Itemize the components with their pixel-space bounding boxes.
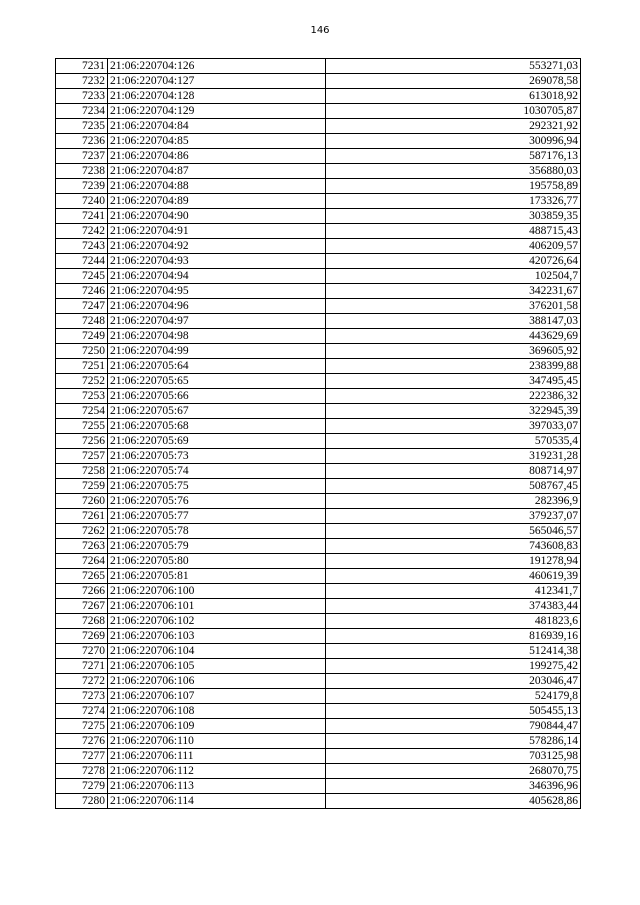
table-row bbox=[56, 749, 581, 764]
cadastral-value-cell: 587176,13 bbox=[326, 149, 581, 164]
cadastral-value-cell: 460619,39 bbox=[326, 569, 581, 584]
cadastral-number-cell: 21:06:220706:104 bbox=[108, 644, 326, 659]
row-number-cell: 7279 bbox=[56, 779, 108, 794]
cadastral-value-cell: 1030705,87 bbox=[326, 104, 581, 119]
table-row bbox=[56, 554, 581, 569]
cadastral-number-cell: 21:06:220705:69 bbox=[108, 434, 326, 449]
cadastral-value-cell: 488715,43 bbox=[326, 224, 581, 239]
table-row bbox=[56, 119, 581, 134]
cadastral-number-cell: 21:06:220704:99 bbox=[108, 344, 326, 359]
row-number-cell: 7264 bbox=[56, 554, 108, 569]
table-row bbox=[56, 689, 581, 704]
table-row bbox=[56, 794, 581, 809]
table-row bbox=[56, 629, 581, 644]
cadastral-value-cell: 292321,92 bbox=[326, 119, 581, 134]
cadastral-number-cell: 21:06:220706:108 bbox=[108, 704, 326, 719]
row-number-cell: 7263 bbox=[56, 539, 108, 554]
cadastral-number-cell: 21:06:220705:77 bbox=[108, 509, 326, 524]
cadastral-number-cell: 21:06:220704:85 bbox=[108, 134, 326, 149]
cadastral-value-cell: 356880,03 bbox=[326, 164, 581, 179]
table-row bbox=[56, 569, 581, 584]
cadastral-value-cell: 405628,86 bbox=[326, 794, 581, 809]
cadastral-value-cell: 512414,38 bbox=[326, 644, 581, 659]
row-number-cell: 7249 bbox=[56, 329, 108, 344]
cadastral-value-cell: 412341,7 bbox=[326, 584, 581, 599]
row-number-cell: 7253 bbox=[56, 389, 108, 404]
cadastral-value-cell: 524179,8 bbox=[326, 689, 581, 704]
table-row bbox=[56, 164, 581, 179]
row-number-cell: 7240 bbox=[56, 194, 108, 209]
row-number-cell: 7236 bbox=[56, 134, 108, 149]
row-number-cell: 7280 bbox=[56, 794, 108, 809]
row-number-cell: 7271 bbox=[56, 659, 108, 674]
cadastral-value-cell: 322945,39 bbox=[326, 404, 581, 419]
table-row bbox=[56, 314, 581, 329]
cadastral-number-cell: 21:06:220704:93 bbox=[108, 254, 326, 269]
cadastral-value-cell: 578286,14 bbox=[326, 734, 581, 749]
row-number-cell: 7270 bbox=[56, 644, 108, 659]
row-number-cell: 7277 bbox=[56, 749, 108, 764]
cadastral-number-cell: 21:06:220704:92 bbox=[108, 239, 326, 254]
cadastral-value-cell: 347495,45 bbox=[326, 374, 581, 389]
cadastral-number-cell: 21:06:220705:79 bbox=[108, 539, 326, 554]
row-number-cell: 7267 bbox=[56, 599, 108, 614]
table-row bbox=[56, 479, 581, 494]
table-row bbox=[56, 59, 581, 74]
table-row bbox=[56, 464, 581, 479]
cadastral-number-cell: 21:06:220706:103 bbox=[108, 629, 326, 644]
table-row bbox=[56, 674, 581, 689]
row-number-cell: 7262 bbox=[56, 524, 108, 539]
cadastral-value-cell: 443629,69 bbox=[326, 329, 581, 344]
cadastral-value-cell: 790844,47 bbox=[326, 719, 581, 734]
cadastral-number-cell: 21:06:220705:75 bbox=[108, 479, 326, 494]
row-number-cell: 7231 bbox=[56, 59, 108, 74]
cadastral-number-cell: 21:06:220706:112 bbox=[108, 764, 326, 779]
row-number-cell: 7251 bbox=[56, 359, 108, 374]
cadastral-number-cell: 21:06:220706:102 bbox=[108, 614, 326, 629]
row-number-cell: 7272 bbox=[56, 674, 108, 689]
table-row bbox=[56, 239, 581, 254]
row-number-cell: 7238 bbox=[56, 164, 108, 179]
cadastral-value-cell: 102504,7 bbox=[326, 269, 581, 284]
cadastral-value-cell: 508767,45 bbox=[326, 479, 581, 494]
row-number-cell: 7258 bbox=[56, 464, 108, 479]
cadastral-value-cell: 420726,64 bbox=[326, 254, 581, 269]
row-number-cell: 7245 bbox=[56, 269, 108, 284]
table-row bbox=[56, 149, 581, 164]
cadastral-value-cell: 481823,6 bbox=[326, 614, 581, 629]
row-number-cell: 7273 bbox=[56, 689, 108, 704]
cadastral-number-cell: 21:06:220706:110 bbox=[108, 734, 326, 749]
cadastral-value-cell: 369605,92 bbox=[326, 344, 581, 359]
row-number-cell: 7254 bbox=[56, 404, 108, 419]
cadastral-value-cell: 199275,42 bbox=[326, 659, 581, 674]
cadastral-number-cell: 21:06:220706:107 bbox=[108, 689, 326, 704]
table-row bbox=[56, 719, 581, 734]
page-number: 146 bbox=[310, 25, 330, 36]
table-row bbox=[56, 134, 581, 149]
cadastral-value-cell: 222386,32 bbox=[326, 389, 581, 404]
cadastral-value-cell: 388147,03 bbox=[326, 314, 581, 329]
cadastral-value-cell: 570535,4 bbox=[326, 434, 581, 449]
cadastral-value-cell: 565046,57 bbox=[326, 524, 581, 539]
cadastral-number-cell: 21:06:220706:111 bbox=[108, 749, 326, 764]
table-row bbox=[56, 299, 581, 314]
cadastral-number-cell: 21:06:220704:128 bbox=[108, 89, 326, 104]
table-row bbox=[56, 524, 581, 539]
cadastral-value-table bbox=[55, 58, 581, 809]
table-row bbox=[56, 74, 581, 89]
table-row bbox=[56, 599, 581, 614]
cadastral-number-cell: 21:06:220705:74 bbox=[108, 464, 326, 479]
cadastral-number-cell: 21:06:220704:94 bbox=[108, 269, 326, 284]
cadastral-value-cell: 816939,16 bbox=[326, 629, 581, 644]
row-number-cell: 7247 bbox=[56, 299, 108, 314]
cadastral-value-cell: 342231,67 bbox=[326, 284, 581, 299]
cadastral-value-cell: 808714,97 bbox=[326, 464, 581, 479]
cadastral-number-cell: 21:06:220704:95 bbox=[108, 284, 326, 299]
row-number-cell: 7246 bbox=[56, 284, 108, 299]
table-row bbox=[56, 419, 581, 434]
table-row bbox=[56, 434, 581, 449]
cadastral-value-cell: 268070,75 bbox=[326, 764, 581, 779]
cadastral-number-cell: 21:06:220705:67 bbox=[108, 404, 326, 419]
row-number-cell: 7269 bbox=[56, 629, 108, 644]
cadastral-value-cell: 553271,03 bbox=[326, 59, 581, 74]
cadastral-value-cell: 191278,94 bbox=[326, 554, 581, 569]
cadastral-number-cell: 21:06:220706:113 bbox=[108, 779, 326, 794]
cadastral-value-cell: 376201,58 bbox=[326, 299, 581, 314]
table-row bbox=[56, 734, 581, 749]
cadastral-value-cell: 346396,96 bbox=[326, 779, 581, 794]
table-row bbox=[56, 704, 581, 719]
table-row bbox=[56, 539, 581, 554]
table-row bbox=[56, 389, 581, 404]
cadastral-number-cell: 21:06:220706:109 bbox=[108, 719, 326, 734]
cadastral-number-cell: 21:06:220704:98 bbox=[108, 329, 326, 344]
table-row bbox=[56, 614, 581, 629]
table-row bbox=[56, 764, 581, 779]
table-row bbox=[56, 209, 581, 224]
row-number-cell: 7256 bbox=[56, 434, 108, 449]
row-number-cell: 7233 bbox=[56, 89, 108, 104]
cadastral-value-cell: 238399,88 bbox=[326, 359, 581, 374]
cadastral-value-cell: 203046,47 bbox=[326, 674, 581, 689]
table-row bbox=[56, 644, 581, 659]
cadastral-value-cell: 173326,77 bbox=[326, 194, 581, 209]
row-number-cell: 7257 bbox=[56, 449, 108, 464]
row-number-cell: 7255 bbox=[56, 419, 108, 434]
cadastral-number-cell: 21:06:220704:97 bbox=[108, 314, 326, 329]
cadastral-number-cell: 21:06:220704:89 bbox=[108, 194, 326, 209]
cadastral-number-cell: 21:06:220705:81 bbox=[108, 569, 326, 584]
table-row bbox=[56, 104, 581, 119]
cadastral-value-cell: 703125,98 bbox=[326, 749, 581, 764]
table-row bbox=[56, 779, 581, 794]
cadastral-value-cell: 743608,83 bbox=[326, 539, 581, 554]
row-number-cell: 7243 bbox=[56, 239, 108, 254]
row-number-cell: 7259 bbox=[56, 479, 108, 494]
row-number-cell: 7265 bbox=[56, 569, 108, 584]
cadastral-number-cell: 21:06:220705:66 bbox=[108, 389, 326, 404]
cadastral-number-cell: 21:06:220706:100 bbox=[108, 584, 326, 599]
row-number-cell: 7235 bbox=[56, 119, 108, 134]
cadastral-number-cell: 21:06:220704:91 bbox=[108, 224, 326, 239]
row-number-cell: 7234 bbox=[56, 104, 108, 119]
table-row bbox=[56, 254, 581, 269]
cadastral-number-cell: 21:06:220706:114 bbox=[108, 794, 326, 809]
table-row bbox=[56, 374, 581, 389]
row-number-cell: 7260 bbox=[56, 494, 108, 509]
row-number-cell: 7266 bbox=[56, 584, 108, 599]
table-row bbox=[56, 224, 581, 239]
table-row bbox=[56, 449, 581, 464]
cadastral-number-cell: 21:06:220704:90 bbox=[108, 209, 326, 224]
row-number-cell: 7252 bbox=[56, 374, 108, 389]
cadastral-number-cell: 21:06:220704:87 bbox=[108, 164, 326, 179]
row-number-cell: 7261 bbox=[56, 509, 108, 524]
cadastral-number-cell: 21:06:220705:76 bbox=[108, 494, 326, 509]
cadastral-value-cell: 613018,92 bbox=[326, 89, 581, 104]
cadastral-number-cell: 21:06:220705:78 bbox=[108, 524, 326, 539]
cadastral-number-cell: 21:06:220705:73 bbox=[108, 449, 326, 464]
table-body bbox=[56, 59, 581, 809]
row-number-cell: 7275 bbox=[56, 719, 108, 734]
row-number-cell: 7239 bbox=[56, 179, 108, 194]
table-row bbox=[56, 584, 581, 599]
table-row bbox=[56, 344, 581, 359]
table-row bbox=[56, 404, 581, 419]
cadastral-value-cell: 282396,9 bbox=[326, 494, 581, 509]
cadastral-value-cell: 374383,44 bbox=[326, 599, 581, 614]
cadastral-number-cell: 21:06:220705:80 bbox=[108, 554, 326, 569]
row-number-cell: 7237 bbox=[56, 149, 108, 164]
cadastral-number-cell: 21:06:220704:86 bbox=[108, 149, 326, 164]
cadastral-number-cell: 21:06:220705:65 bbox=[108, 374, 326, 389]
cadastral-number-cell: 21:06:220704:84 bbox=[108, 119, 326, 134]
cadastral-value-cell: 397033,07 bbox=[326, 419, 581, 434]
row-number-cell: 7242 bbox=[56, 224, 108, 239]
row-number-cell: 7278 bbox=[56, 764, 108, 779]
cadastral-number-cell: 21:06:220705:68 bbox=[108, 419, 326, 434]
row-number-cell: 7250 bbox=[56, 344, 108, 359]
row-number-cell: 7232 bbox=[56, 74, 108, 89]
cadastral-value-cell: 303859,35 bbox=[326, 209, 581, 224]
table-row bbox=[56, 179, 581, 194]
table-row bbox=[56, 359, 581, 374]
cadastral-number-cell: 21:06:220706:106 bbox=[108, 674, 326, 689]
cadastral-number-cell: 21:06:220706:101 bbox=[108, 599, 326, 614]
table-row bbox=[56, 284, 581, 299]
row-number-cell: 7274 bbox=[56, 704, 108, 719]
row-number-cell: 7241 bbox=[56, 209, 108, 224]
table-row bbox=[56, 89, 581, 104]
table-row bbox=[56, 509, 581, 524]
table-row bbox=[56, 659, 581, 674]
cadastral-value-cell: 505455,13 bbox=[326, 704, 581, 719]
cadastral-value-cell: 379237,07 bbox=[326, 509, 581, 524]
cadastral-value-cell: 319231,28 bbox=[326, 449, 581, 464]
cadastral-value-cell: 406209,57 bbox=[326, 239, 581, 254]
cadastral-value-cell: 195758,89 bbox=[326, 179, 581, 194]
cadastral-number-cell: 21:06:220705:64 bbox=[108, 359, 326, 374]
cadastral-number-cell: 21:06:220704:126 bbox=[108, 59, 326, 74]
table-row bbox=[56, 494, 581, 509]
cadastral-value-cell: 300996,94 bbox=[326, 134, 581, 149]
row-number-cell: 7248 bbox=[56, 314, 108, 329]
cadastral-number-cell: 21:06:220706:105 bbox=[108, 659, 326, 674]
table-row bbox=[56, 329, 581, 344]
cadastral-value-cell: 269078,58 bbox=[326, 74, 581, 89]
table-row bbox=[56, 269, 581, 284]
row-number-cell: 7268 bbox=[56, 614, 108, 629]
row-number-cell: 7276 bbox=[56, 734, 108, 749]
cadastral-number-cell: 21:06:220704:88 bbox=[108, 179, 326, 194]
table-row bbox=[56, 194, 581, 209]
row-number-cell: 7244 bbox=[56, 254, 108, 269]
cadastral-number-cell: 21:06:220704:96 bbox=[108, 299, 326, 314]
cadastral-number-cell: 21:06:220704:127 bbox=[108, 74, 326, 89]
cadastral-number-cell: 21:06:220704:129 bbox=[108, 104, 326, 119]
